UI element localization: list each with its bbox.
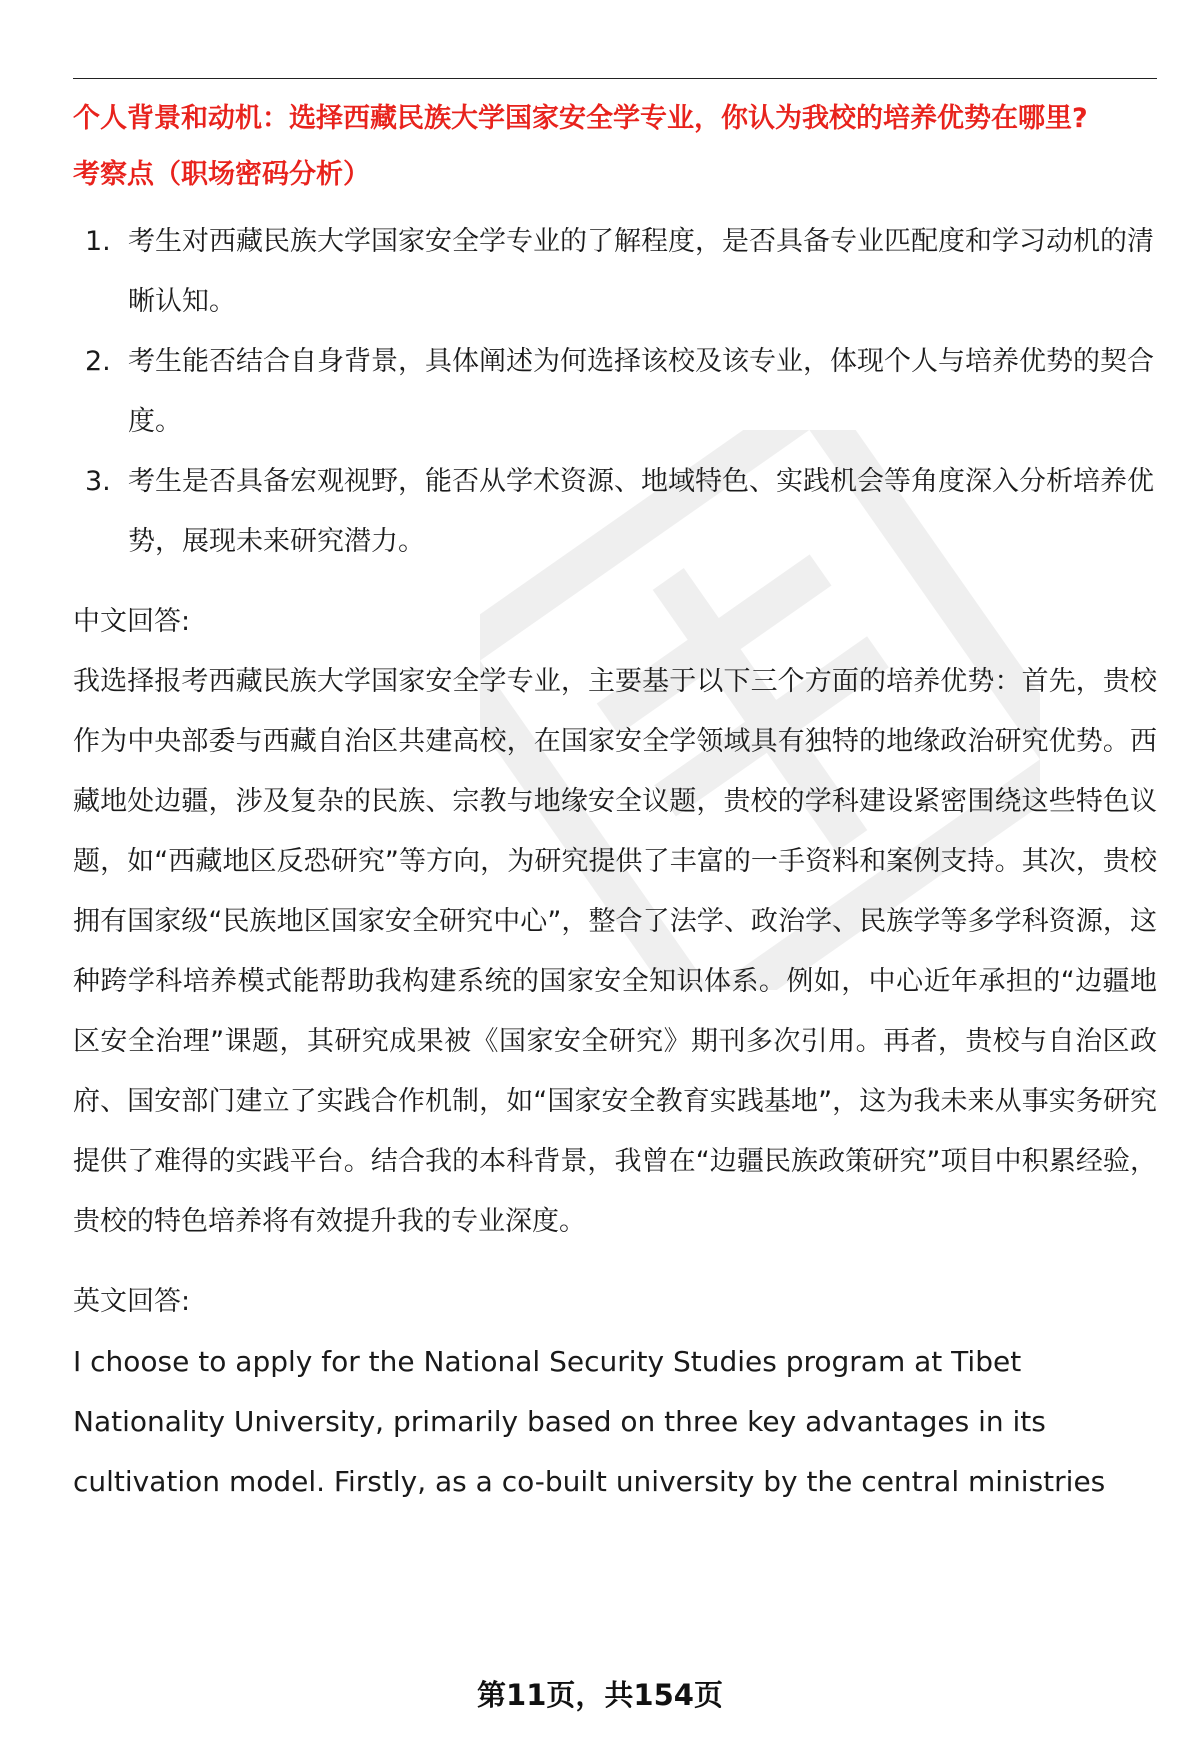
document-body: [73, 98, 1157, 1512]
list-item-text: 考生能否结合自身背景，具体阐述为何选择该校及该专业，体现个人与培养优势的契合度。: [128, 346, 1154, 437]
assessment-points-list: [73, 212, 1157, 572]
list-item: [73, 332, 1157, 452]
english-answer-label: 英文回答:: [73, 1286, 191, 1317]
english-answer-text: I choose to apply for the National Security Studies program at Tibet Nationality University, primarily based on three key advantages in its cultivation model. Firstly, as a co-built university by the central ministries: [73, 1345, 1106, 1498]
list-item-number: 2.: [85, 346, 111, 377]
list-item: [73, 452, 1157, 572]
question-heading: 个人背景和动机：选择西藏民族大学国家安全学专业，你认为我校的培养优势在哪里?: [73, 103, 1088, 134]
top-rule: [73, 78, 1157, 79]
list-item: [73, 212, 1157, 332]
list-item-number: 3.: [85, 466, 111, 497]
chinese-answer-text: 我选择报考西藏民族大学国家安全学专业，主要基于以下三个方面的培养优势：首先，贵校作为中央部委与西藏自治区共建高校，在国家安全学领域具有独特的地缘政治研究优势。西藏地处边疆，涉及复杂的民族、宗教与地缘安全议题，贵校的学科建设紧密围绕这些特色议题，如“西藏地区反恐研究”等方向，为研究提供了丰富的一手资料和案例支持。其次，贵校拥有国家级“民族地区国家安全研究中心”，整合了法学、政治学、民族学等多学科资源，这种跨学科培养模式能帮助我构建系统的国家安全知识体系。例如，中心近年承担的“边疆地区安全治理”课题，其研究成果被《国家安全研究》期刊多次引用。再者，贵校与自治区政府、国安部门建立了实践合作机制，如“国家安全教育实践基地”，这为我未来从事实务研究提供了难得的实践平台。结合我的本科背景，我曾在“边疆民族政策研究”项目中积累经验，贵校的特色培养将有效提升我的专业深度。: [73, 666, 1157, 1237]
list-item-text: 考生对西藏民族大学国家安全学专业的了解程度，是否具备专业匹配度和学习动机的清晰认知。: [128, 226, 1154, 317]
list-item-number: 1.: [85, 226, 111, 257]
list-item-text: 考生是否具备宏观视野，能否从学术资源、地域特色、实践机会等角度深入分析培养优势，展现未来研究潜力。: [128, 466, 1154, 557]
page-number-footer: 第11页，共154页: [477, 1678, 723, 1712]
assessment-points-heading: 考察点（职场密码分析）: [73, 159, 370, 190]
chinese-answer-label: 中文回答:: [73, 606, 191, 637]
